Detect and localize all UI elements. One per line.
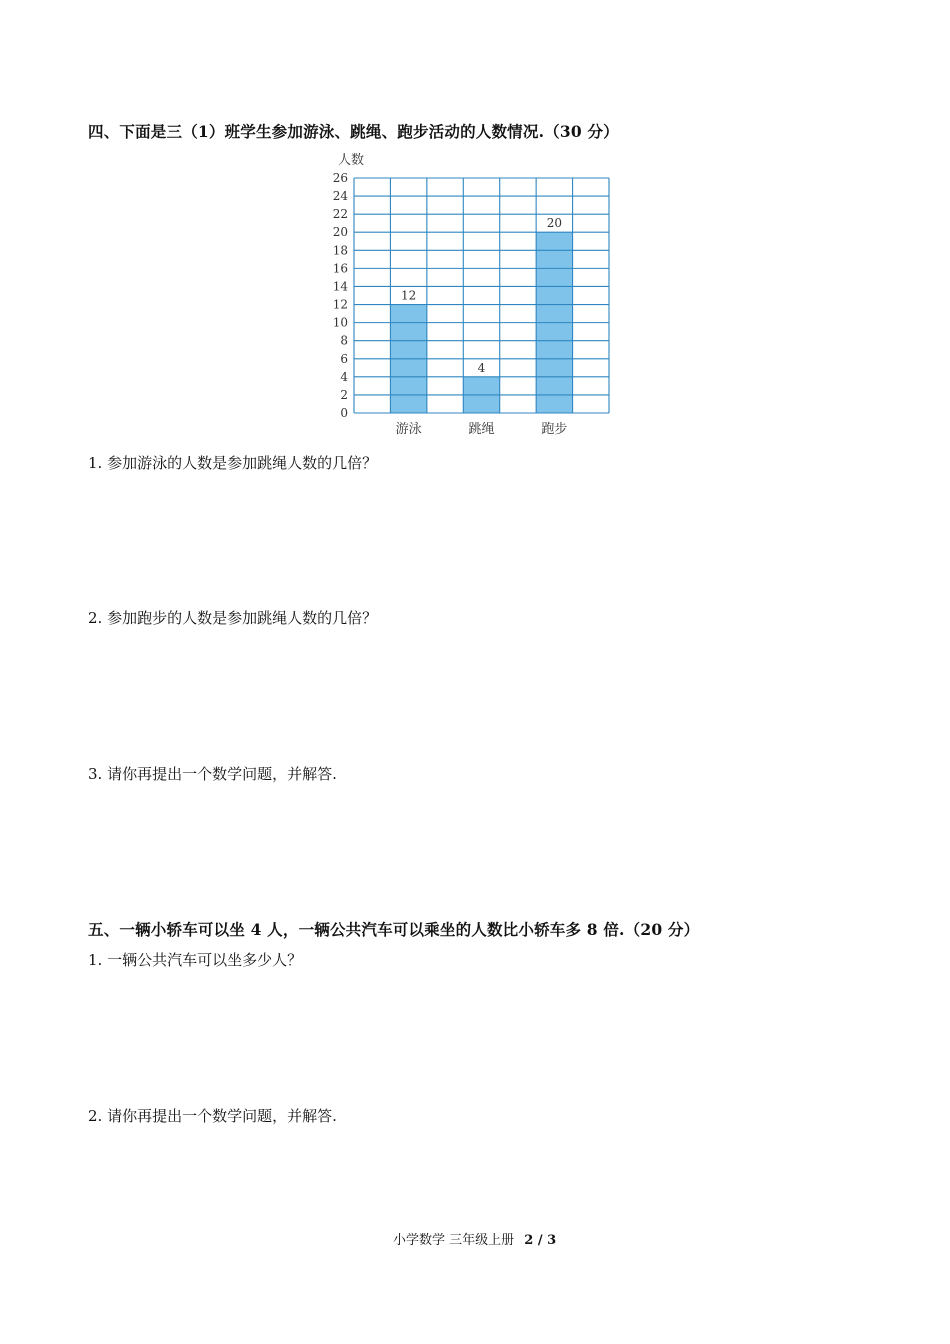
bar-value-label: 12 — [401, 288, 417, 303]
x-category-label: 游泳 — [395, 422, 422, 437]
footer-title: 小学数学 三年级上册 — [393, 1233, 515, 1248]
y-tick-label: 22 — [332, 207, 348, 222]
question-4-1: 1. 参加游泳的人数是参加跳绳人数的几倍？ — [88, 454, 378, 472]
y-tick-label: 10 — [332, 315, 348, 330]
question-5-1: 1. 一辆公共汽车可以坐多少人？ — [88, 951, 303, 969]
y-tick-label: 0 — [340, 406, 348, 420]
x-category-label: 跳绳 — [468, 422, 495, 437]
y-tick-label: 6 — [340, 351, 348, 366]
y-tick-label: 24 — [332, 189, 348, 204]
bar-value-label: 20 — [546, 216, 562, 231]
section-4-heading: 四、下面是三（1）班学生参加游泳、跳绳、跑步活动的人数情况.（30 分） — [88, 122, 619, 141]
activity-bar-chart — [318, 148, 638, 440]
y-tick-label: 12 — [332, 297, 348, 312]
question-4-2: 2. 参加跑步的人数是参加跳绳人数的几倍？ — [88, 609, 378, 627]
y-tick-label: 2 — [340, 387, 348, 402]
y-tick-label: 8 — [340, 333, 348, 348]
question-4-3: 3. 请你再提出一个数学问题，并解答. — [88, 765, 337, 783]
question-5-2: 2. 请你再提出一个数学问题，并解答. — [88, 1107, 337, 1125]
y-tick-label: 26 — [332, 171, 348, 185]
y-axis-label: 人数 — [338, 153, 365, 168]
y-tick-label: 20 — [332, 225, 348, 240]
x-category-label: 跑步 — [541, 422, 568, 437]
bar-value-label: 4 — [477, 360, 486, 375]
section-5-heading: 五、一辆小轿车可以坐 4 人，一辆公共汽车可以乘坐的人数比小轿车多 8 倍.（20 分） — [88, 920, 700, 939]
y-tick-label: 4 — [340, 369, 348, 384]
page-number: 2 / 3 — [524, 1233, 557, 1248]
y-tick-label: 14 — [332, 279, 348, 294]
y-tick-label: 18 — [332, 243, 348, 258]
page-footer — [393, 1229, 556, 1248]
y-tick-label: 16 — [332, 261, 348, 276]
